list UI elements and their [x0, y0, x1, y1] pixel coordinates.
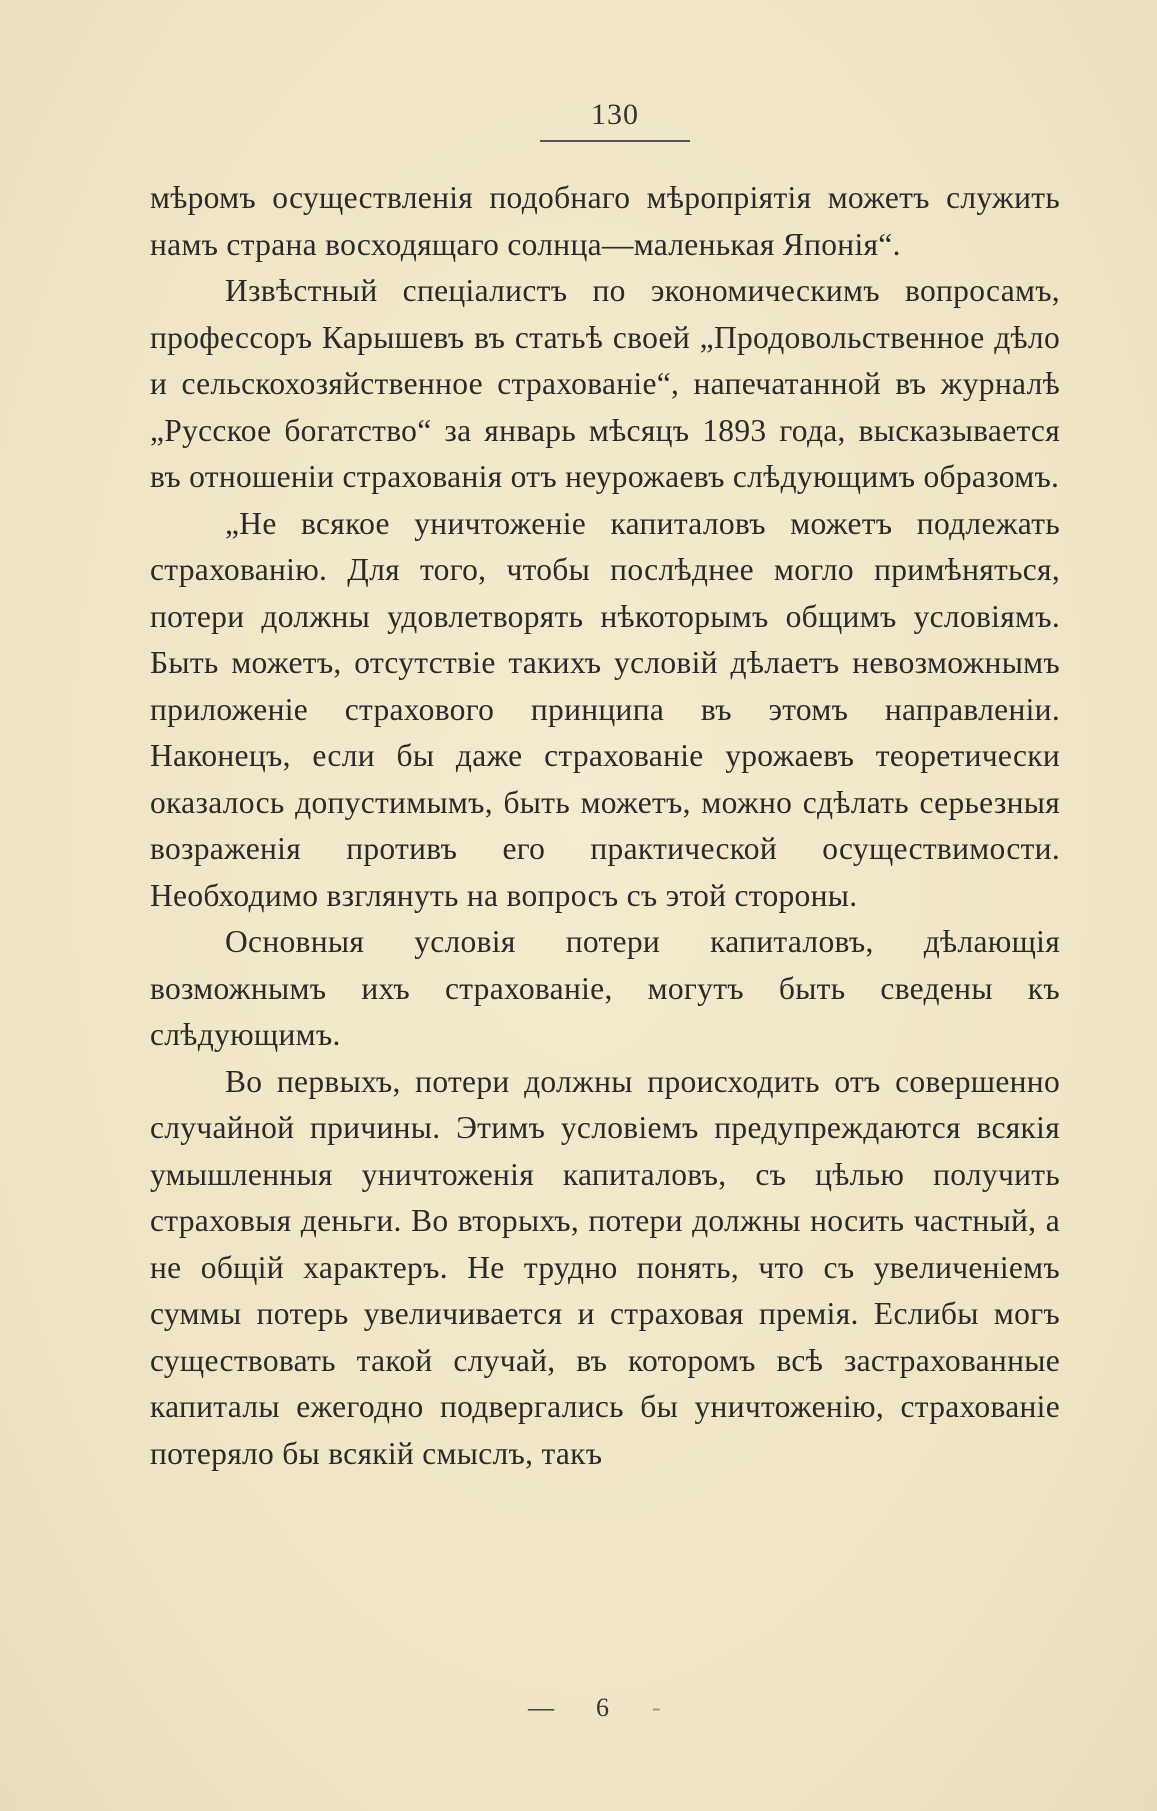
paragraph-1: мѣромъ осуществленія подобнаго мѣропріятія можетъ служить намъ страна восходящаго солнца—маленькая Японія“. [150, 180, 1060, 262]
paragraph-3: „Не всякое уничтоженіе капиталовъ можетъ подлежать страхованію. Для того, чтобы послѣднее могло примѣняться, потери должны удовлетворять нѣкоторымъ общимъ условіямъ. Быть можетъ, отсутствіе такихъ условій дѣлаетъ невозможнымъ приложеніе страхового принципа въ этомъ направленіи. Наконецъ, если бы даже страхованіе урожаевъ теоретически оказалось допустимымъ, быть можетъ, можно сдѣлать серьезныя возраженія противъ его практической осуществимости. Необходимо взглянуть на вопросъ съ этой стороны. [150, 505, 1060, 913]
signature-number: 6 [596, 1693, 609, 1722]
page-number: 130 [591, 98, 639, 131]
header-rule [540, 140, 690, 142]
body-text [150, 175, 1060, 1477]
paragraph-4: Основныя условія потери капиталовъ, дѣлающія возможнымъ ихъ страхованіе, могутъ быть сведены къ слѣдующимъ. [150, 924, 1060, 1052]
footer-signature-mark [0, 1693, 1157, 1733]
footer-dash-right: - [652, 1693, 661, 1722]
paragraph-2: Извѣстный спеціалистъ по экономическимъ вопросамъ, профессоръ Карышевъ въ статьѣ своей „Продовольственное дѣло и сельскохозяйственное страхованіе“, напечатанной въ журналѣ „Русское богатство“ за январь мѣсяцъ 1893 года, высказывается въ отношеніи страхованія отъ неурожаевъ слѣдующимъ образомъ. [150, 273, 1060, 494]
footer-dash-left: — [528, 1693, 554, 1722]
paragraph-5: Во первыхъ, потери должны происходить отъ совершенно случайной причины. Этимъ условіемъ предупреждаются всякія умышленныя уничтоженія капиталовъ, съ цѣлью получить страховыя деньги. Во вторыхъ, потери должны носить частный, а не общій характеръ. Не трудно понять, что съ увеличеніемъ суммы потерь увеличивается и страховая премія. Еслибы могъ существовать такой случай, въ которомъ всѣ застрахованные капиталы ежегодно подвергались бы уничтоженію, страхованіе потеряло бы всякій смыслъ, такъ [150, 1063, 1060, 1471]
